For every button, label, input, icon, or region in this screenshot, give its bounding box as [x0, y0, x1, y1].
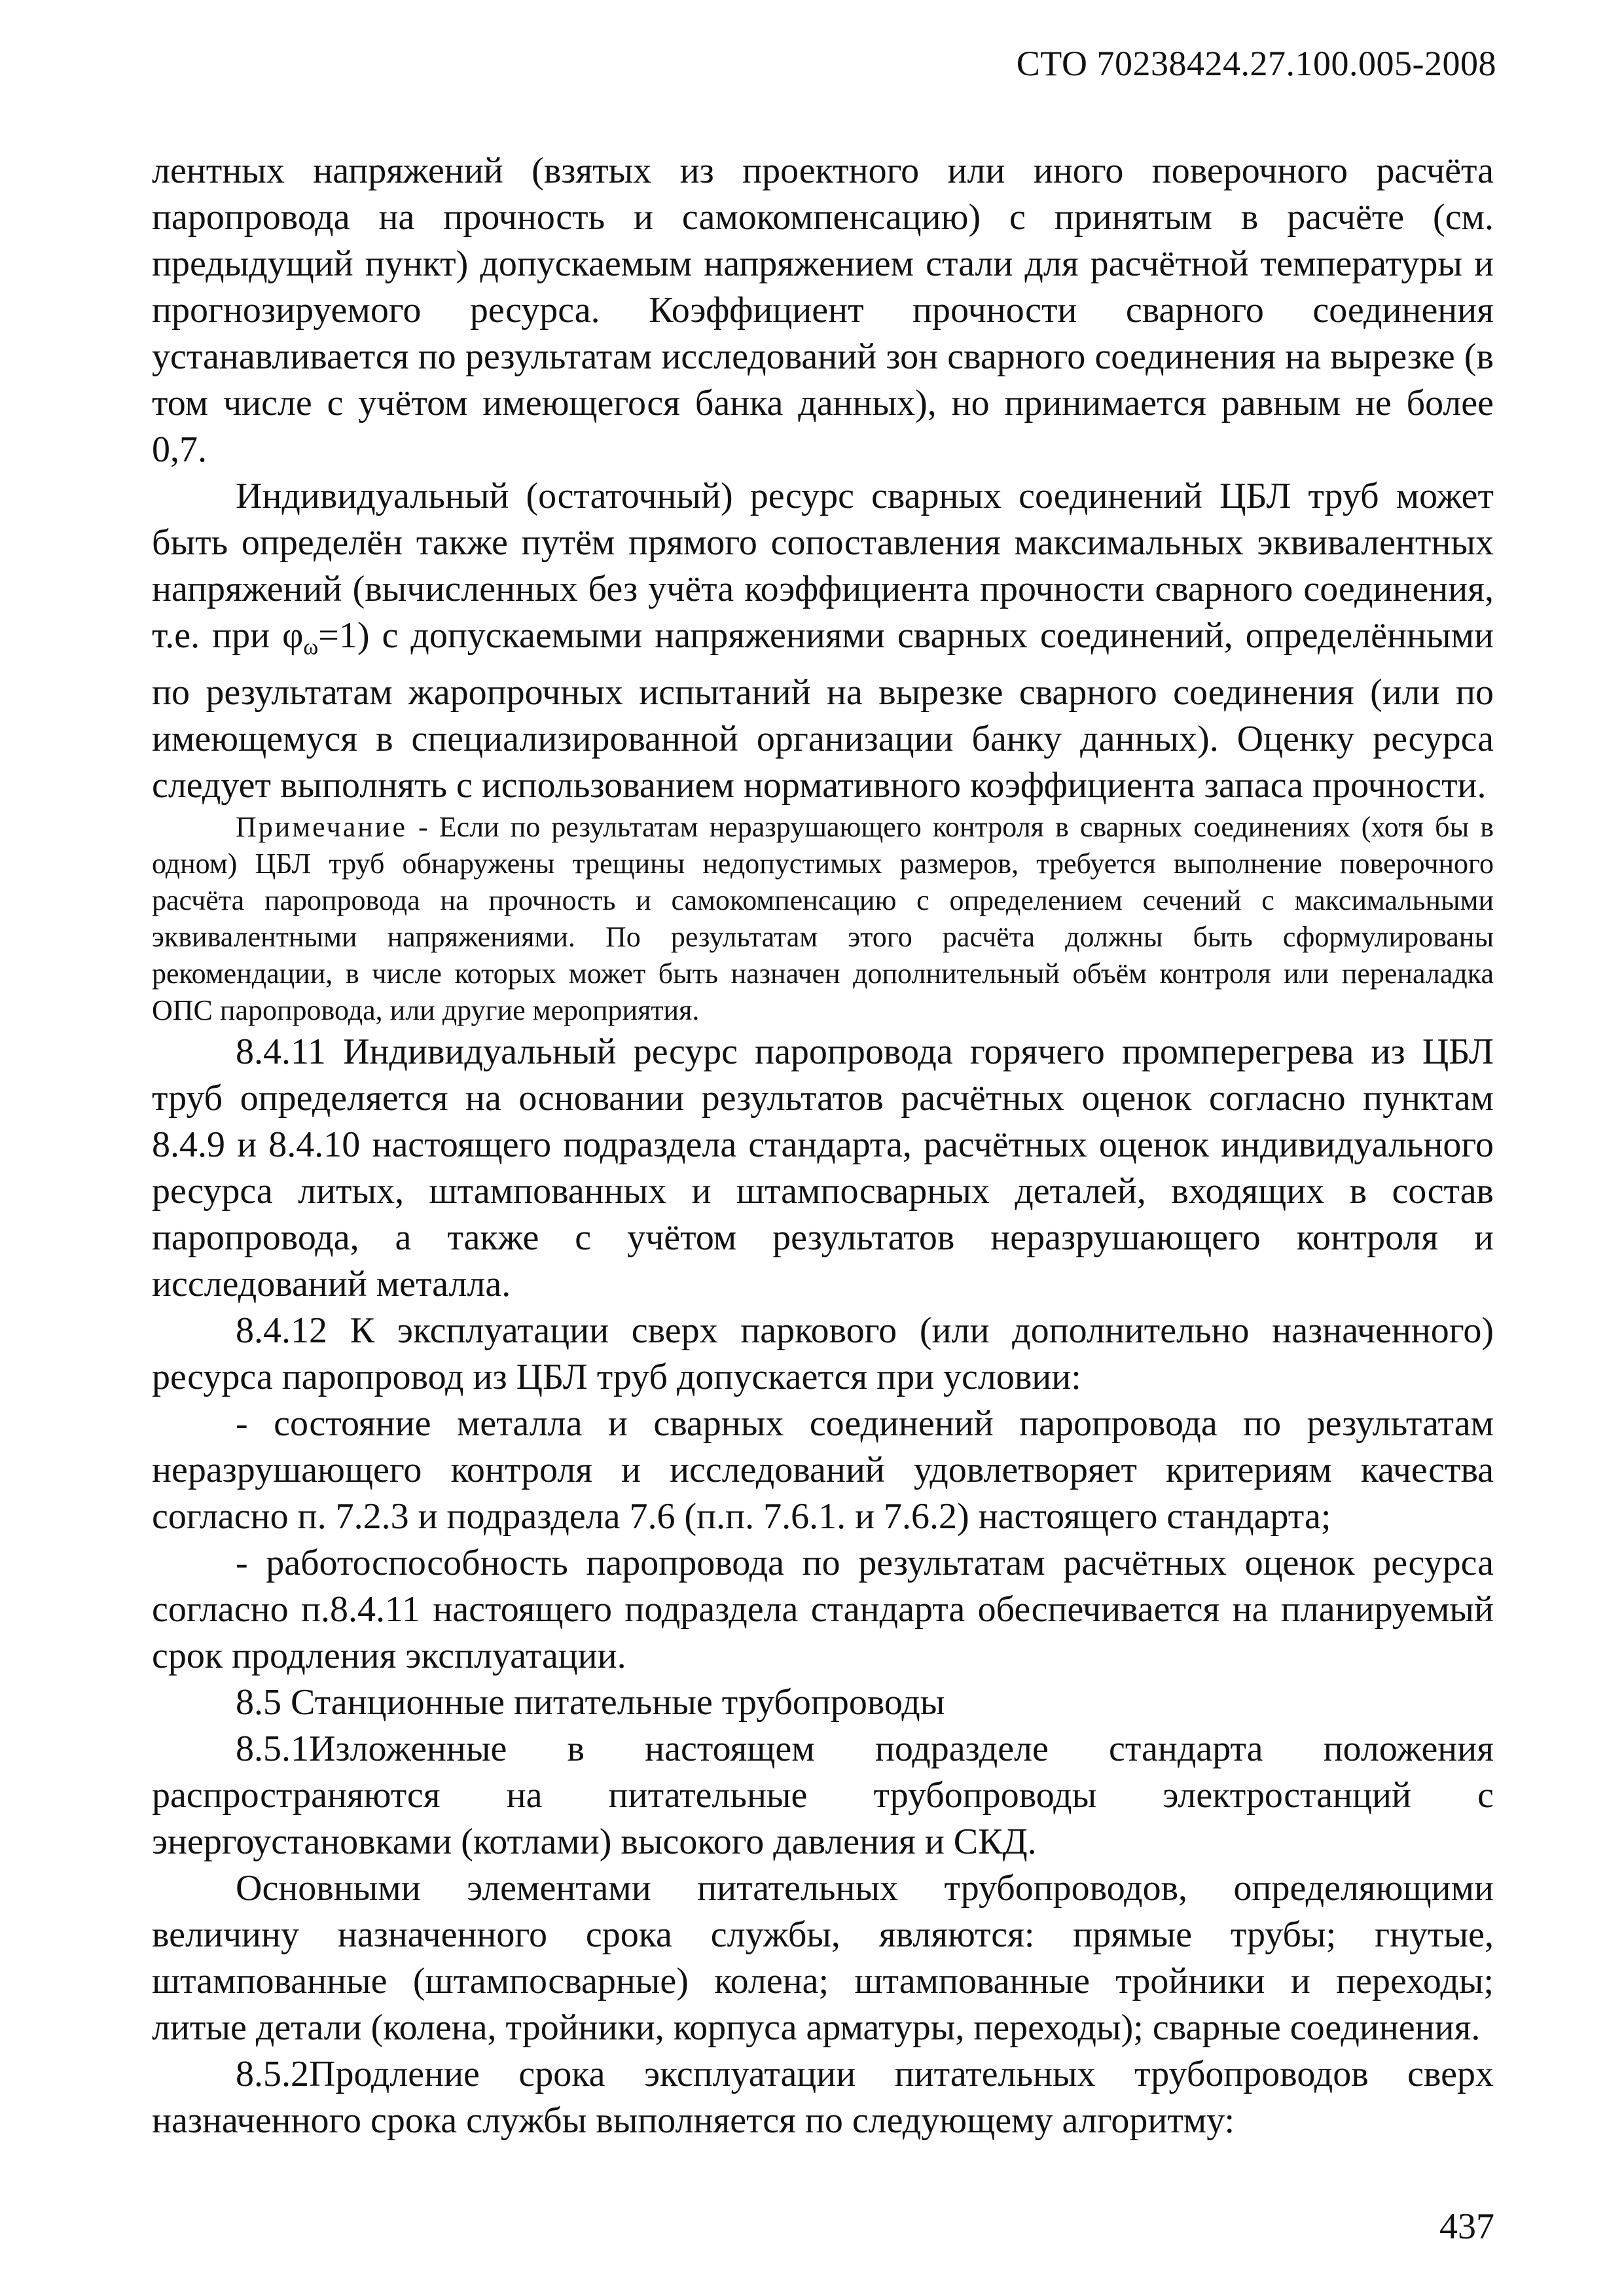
section-heading-8-5: 8.5 Станционные питательные трубопроводы — [236, 1682, 945, 1723]
clause-8-4-11: 8.4.11 Индивидуальный ресурс паропровода горячего промперегрева из ЦБЛ труб определяется на основании результатов расчётных оценок согласно пунктам 8.4.9 и 8.4.10 настоящего подраздела стандарта, расчётных оценок индивидуального ресурса литых, штампованных и штампосварных деталей, входящих в состав паропровода, а также с учётом результатов неразрушающего контроля и исследований металла. — [152, 1031, 1494, 1305]
list-item: - работоспособность паропровода по результатам расчётных оценок ресурса согласно п.8.4.11 настоящего подраздела стандарта обеспечивается на планируемый срок продления эксплуатации. — [152, 1543, 1494, 1677]
page-number: 437 — [1439, 2206, 1494, 2247]
note-paragraph — [152, 809, 1494, 1029]
paragraph-text: =1) с допускаемыми напряжениями сварных соединений, определёнными по результатам жаропрочных испытаний на вырезке сварного соединения (или по имеющемуся в специализированной организации банку данных). Оценку ресурса следует выполнять с использованием нормативного коэффициента запаса прочности. — [152, 615, 1494, 806]
document-body — [152, 148, 1494, 2144]
paragraph-weld-resource — [152, 473, 1494, 809]
clause-8-4-12: 8.4.12 К эксплуатации сверх паркового (или дополнительно назначенного) ресурса паропровод из ЦБЛ труб допускается при условии: — [152, 1310, 1494, 1398]
clause-8-5-1: 8.5.1Изложенные в настоящем подразделе стандарта положения распространяются на питательные трубопроводы электростанций с энергоустановками (котлами) высокого давления и СКД. — [152, 1729, 1494, 1863]
note-label: Примечание — [236, 811, 407, 844]
clause-8-5-2: 8.5.2Продление срока эксплуатации питательных трубопроводов сверх назначенного срока службы выполняется по следующему алгоритму: — [152, 2054, 1494, 2142]
paragraph-text: Индивидуальный (остаточный) ресурс сварных соединений ЦБЛ труб может быть определён также путём прямого сопоставления максимальных эквивалентных напряжений (вычисленных без учёта коэффициента прочности сварного соединения, т.е. при φ — [152, 476, 1494, 656]
paragraph-continuation: лентных напряжений (взятых из проектного или иного поверочного расчёта паропровода на прочность и самокомпенсацию) с принятым в расчёте (см. предыдущий пункт) допускаемым напряжением стали для расчётной температуры и прогнозируемого ресурса. Коэффициент прочности сварного соединения устанавливается по результатам исследований зон сварного соединения на вырезке (в том числе с учётом имеющегося банка данных), но принимается равным не более 0,7. — [152, 151, 1494, 470]
document-code-header: СТО 70238424.27.100.005-2008 — [1016, 44, 1496, 83]
note-text: - Если по результатам неразрушающего контроля в сварных соединениях (хотя бы в одном) ЦБЛ труб обнаружены трещины недопустимых размеров, требуется выполнение поверочного расчёта паропровода на прочность и самокомпенсацию с определением сечений с максимальными эквивалентными напряжениями. По результатам этого расчёта должны быть сформулированы рекомендации, в числе которых может быть назначен дополнительный объём контроля или переналадка ОПС паропровода, или другие мероприятия. — [152, 811, 1494, 1027]
phi-subscript: ω — [303, 634, 319, 660]
paragraph-main-elements: Основными элементами питательных трубопроводов, определяющими величину назначенного срока службы, являются: прямые трубы; гнутые, штампованные (штампосварные) колена; штампованные тройники и переходы; литые детали (колена, тройники, корпуса арматуры, переходы); сварные соединения. — [152, 1868, 1494, 2049]
list-item: - состояние металла и сварных соединений паропровода по результатам неразрушающего контроля и исследований удовлетворяет критериям качества согласно п. 7.2.3 и подраздела 7.6 (п.п. 7.6.1. и 7.6.2) настоящего стандарта; — [152, 1403, 1494, 1537]
